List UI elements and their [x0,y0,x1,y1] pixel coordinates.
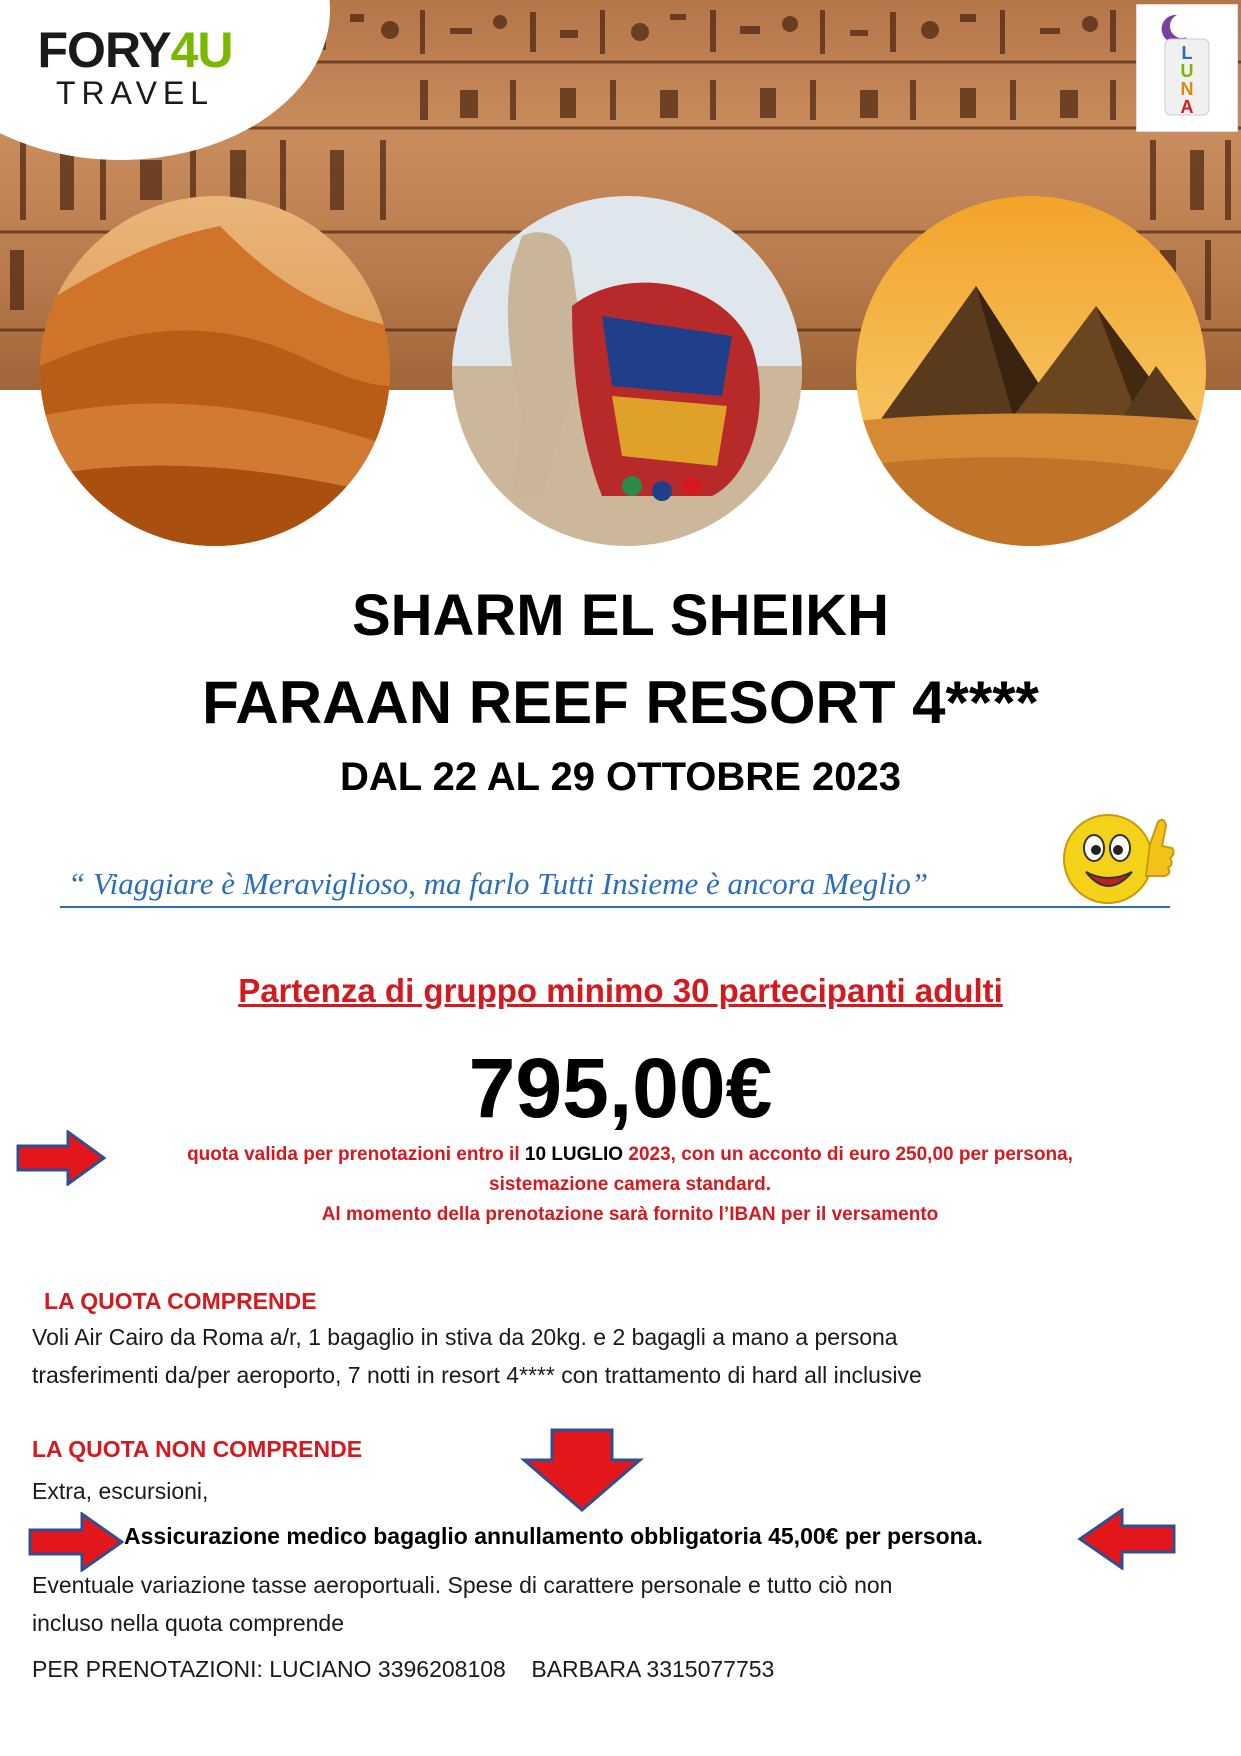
notes-line2: sistemazione camera standard. [489,1174,771,1195]
group-departure-note [0,972,1241,1010]
luna-logo [1136,4,1238,132]
non-comprende-line2: Eventuale variazione tasse aeroportuali. Spese di carattere personale e tutto ciò non [32,1572,893,1598]
comprende-heading: LA QUOTA COMPRENDE [44,1288,317,1314]
arrow-down-icon [520,1428,644,1512]
logo-brand-part2: 4 [170,22,198,78]
desert-dunes-image [40,196,390,546]
non-comprende-line1: Extra, escursioni, [32,1478,209,1504]
comprende-line2: trasferimenti da/per aeroporto, 7 notti in resort 4**** con trattamento di hard all inclusive [32,1362,922,1388]
foryou-travel-logo [20,24,250,110]
non-comprende-heading: LA QUOTA NON COMPRENDE [32,1436,363,1462]
non-comprende-line3: incluso nella quota comprende [32,1610,344,1636]
group-departure-text: Partenza di gruppo minimo 30 partecipanti adulti [238,972,1003,1009]
arrow-right-icon-2 [28,1512,124,1572]
notes-line1-a: quota valida per prenotazioni entro il [187,1144,525,1165]
title-dates: DAL 22 AL 29 OTTOBRE 2023 [340,755,901,799]
camel-image [452,196,802,546]
arrow-left-icon [1076,1508,1176,1570]
pyramids-image [856,196,1206,546]
svg-text:L: L [1181,43,1193,63]
booking-contacts: PER PRENOTAZIONI: LUCIANO 3396208108 BARBARA 3315077753 [32,1656,775,1682]
svg-text:N: N [1180,79,1194,99]
motto-quote [60,866,1170,908]
logo-brand-part1: FORY [37,22,171,78]
logo-sub: TRAVEL [55,75,215,111]
notes-deadline: 10 LUGLIO [524,1144,624,1165]
title-resort: FARAAN REEF RESORT 4**** [202,669,1039,736]
svg-text:U: U [1180,61,1194,81]
notes-line3: Al momento della prenotazione sarà fornito l’IBAN per il versamento [321,1204,939,1225]
motto-text: “ Viaggiare è Meraviglioso, ma farlo Tutti Insieme è ancora Meglio” [68,866,929,901]
insurance-note: Assicurazione medico bagaglio annullamento obbligatoria 45,00€ per persona. [124,1523,983,1549]
price: 795,00€ [468,1041,773,1135]
logo-brand-part3: U [197,22,233,78]
arrow-right-icon [16,1130,106,1186]
comprende-line1: Voli Air Cairo da Roma a/r, 1 bagaglio in stiva da 20kg. e 2 bagagli a mano a persona [32,1324,898,1350]
title-destination: SHARM EL SHEIKH [351,583,890,648]
price-notes [100,1140,1160,1230]
notes-line1-c: 2023, con un acconto di euro 250,00 per persona, [623,1144,1073,1165]
svg-text:A: A [1180,97,1194,117]
